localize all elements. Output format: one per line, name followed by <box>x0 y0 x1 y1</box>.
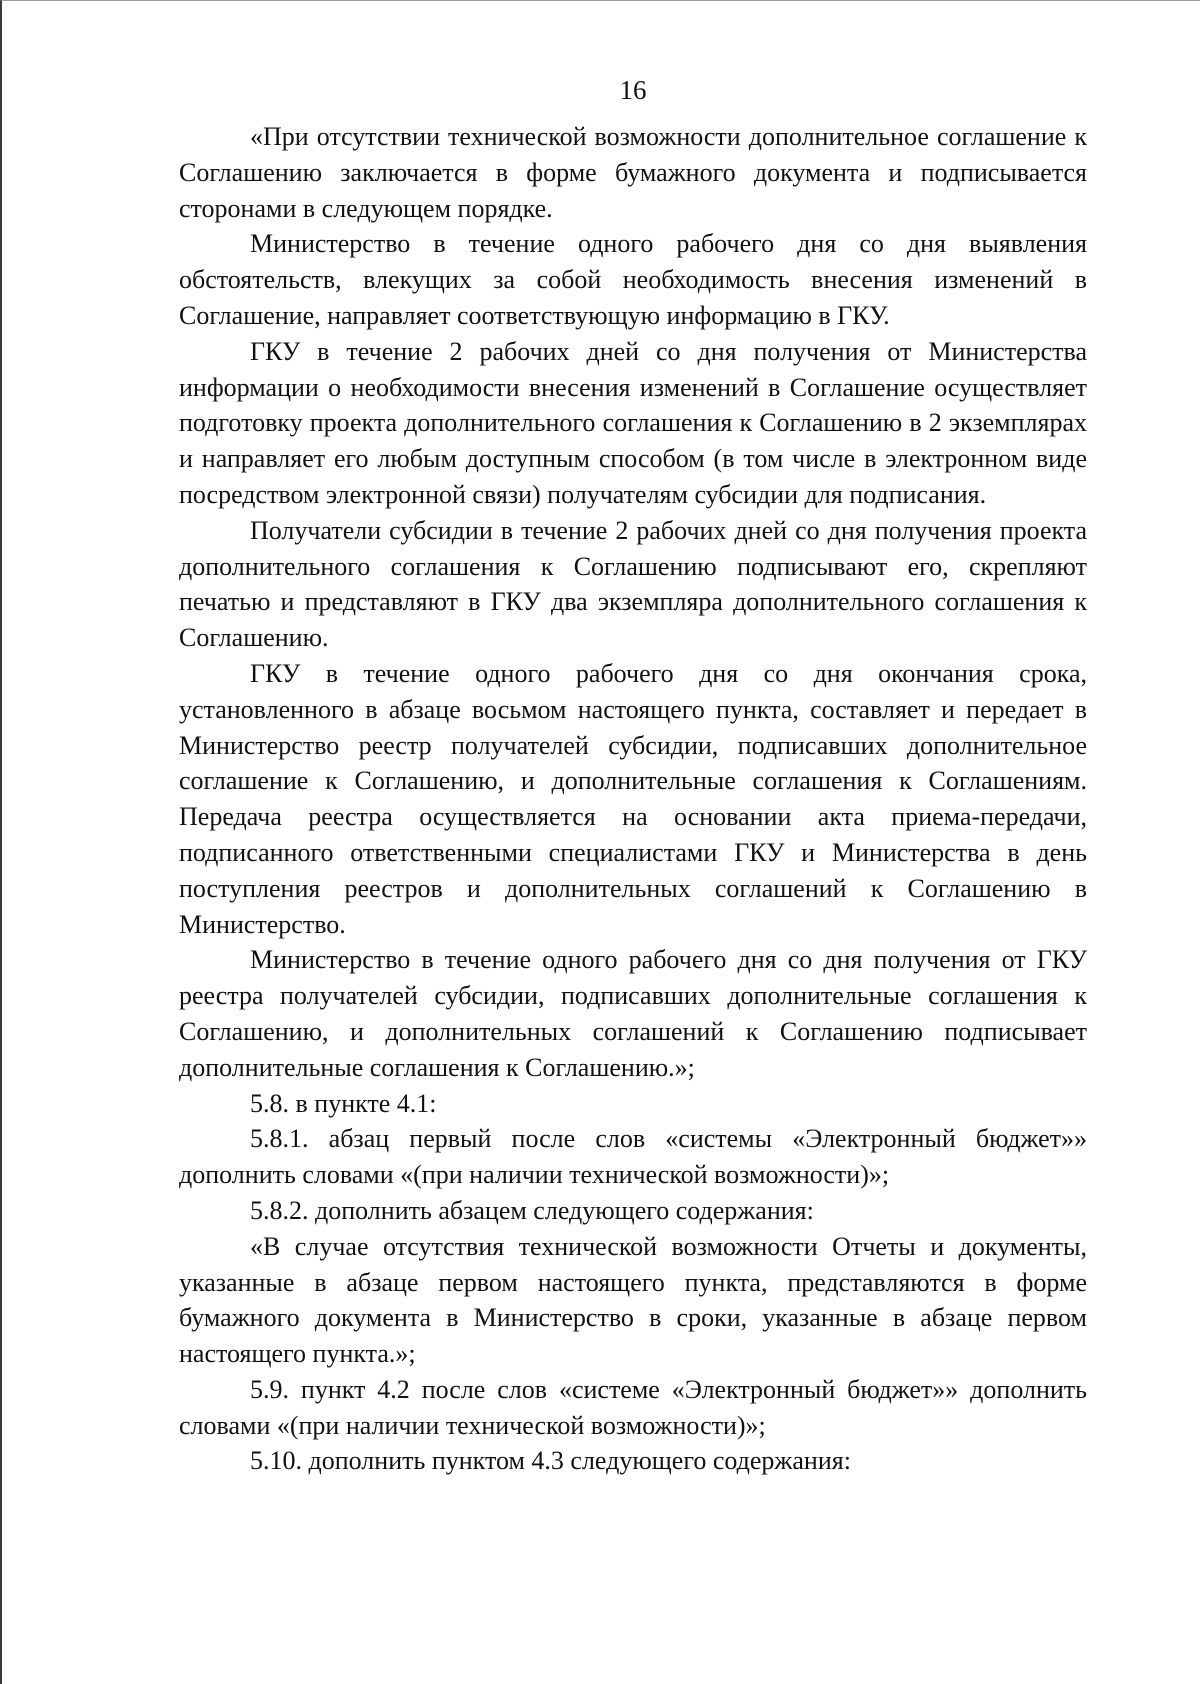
paragraph: 5.8.2. дополнить абзацем следующего содержания: <box>250 1195 814 1225</box>
paragraph: «При отсутствии технической возможности дополнительное соглашение к Соглашению заключается в форме бумажного документа и подписывается сторонами в следующем порядке. <box>179 122 1087 223</box>
paragraph: 5.10. дополнить пунктом 4.3 следующего содержания: <box>250 1446 851 1476</box>
paragraph: ГКУ в течение одного рабочего дня со дня окончания срока, установленного в абзаце восьмом настоящего пункта, составляет и передает в Министерство реестр получателей субсидии, подписавших дополнительное соглашение к Соглашению, и дополнительные соглашения к Соглашениям. Передача реестра осуществляется на основании акта приема-передачи, подписанного ответственными специалистами ГКУ и Министерства в день поступления реестров и дополнительных соглашений к Соглашению в Министерство. <box>179 658 1087 939</box>
paragraph: Получатели субсидии в течение 2 рабочих дней со дня получения проекта дополнительного соглашения к Соглашению подписывают его, скрепляют печатью и представляют в ГКУ два экземпляра дополнительного соглашения к Соглашению. <box>179 515 1087 653</box>
paragraph: Министерство в течение одного рабочего дня со дня выявления обстоятельств, влекущих за собой необходимость внесения изменений в Соглашение, направляет соответствующую информацию в ГКУ. <box>179 229 1087 330</box>
paragraph: «В случае отсутствия технической возможности Отчеты и документы, указанные в абзаце первом настоящего пункта, представляются в форме бумажного документа в Министерство в сроки, указанные в абзаце первом настоящего пункта.»; <box>179 1231 1087 1369</box>
paragraph: 5.8. в пункте 4.1: <box>250 1088 437 1118</box>
paragraph: 5.9. пункт 4.2 после слов «системе «Электронный бюджет»» дополнить словами «(при наличии технической возможности)»; <box>179 1374 1087 1440</box>
paragraph: ГКУ в течение 2 рабочих дней со дня получения от Министерства информации о необходимости внесения изменений в Соглашение осуществляет подготовку проекта дополнительного соглашения к Соглашению в 2 экземплярах и направляет его любым доступным способом (в том числе в электронном виде посредством электронной связи) получателям субсидии для подписания. <box>179 336 1087 509</box>
document-body <box>179 119 1087 1479</box>
paragraph: 5.8.1. абзац первый после слов «системы «Электронный бюджет»» дополнить словами «(при наличии технической возможности)»; <box>179 1124 1087 1190</box>
paragraph: Министерство в течение одного рабочего дня со дня получения от ГКУ реестра получателей субсидии, подписавших дополнительные соглашения к Соглашению, и дополнительных соглашений к Соглашению подписывает дополнительные соглашения к Соглашению.»; <box>179 945 1087 1082</box>
page-number: 16 <box>619 75 647 105</box>
